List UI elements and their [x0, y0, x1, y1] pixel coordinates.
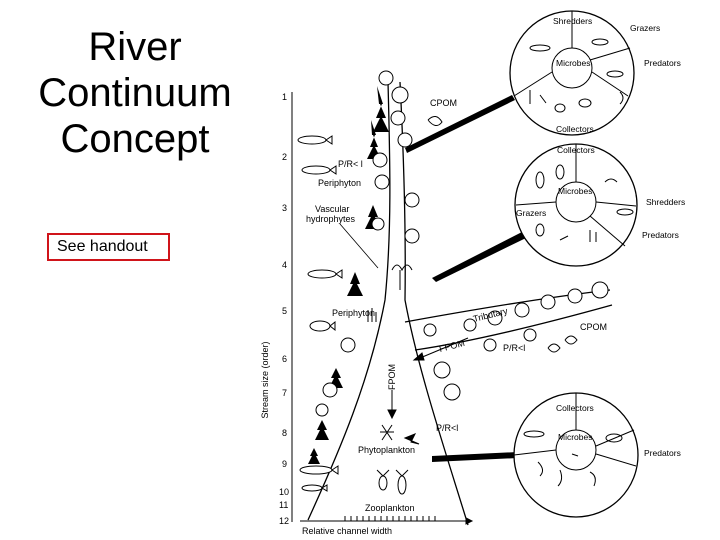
collectors-label: Collectors: [557, 145, 595, 155]
order-9: 9: [282, 459, 288, 469]
phytoplankton-icon: [405, 434, 419, 444]
predators-label: Predators: [644, 448, 681, 458]
tree-crown: [541, 295, 555, 309]
zooplankton-icon: [396, 470, 408, 494]
conifer-tree: [315, 420, 329, 440]
pr-tributary-label: P/R<l: [503, 343, 526, 353]
periphyton-upper-label: Periphyton: [318, 178, 362, 188]
upper-feeding-circle: [510, 11, 681, 135]
predators-label: Predators: [642, 230, 679, 240]
order-3: 3: [282, 203, 288, 213]
tree-crown: [373, 153, 387, 167]
conifer-tree: [373, 86, 389, 132]
tree-crown: [316, 404, 328, 416]
fpom-main-label: FPOM: [387, 364, 397, 390]
tree-crown: [405, 193, 419, 207]
cpom-tributary-label: CPOM: [580, 322, 607, 332]
cpom-upper-label: CPOM: [430, 98, 457, 108]
order-2: 2: [282, 152, 288, 162]
x-axis-label: Relative channel width: [302, 526, 393, 536]
tree-crown: [568, 289, 582, 303]
macrophyte-icon: [392, 265, 412, 290]
stream-order-axis: [260, 92, 292, 526]
order-4: 4: [282, 260, 288, 270]
tree-crown: [375, 175, 389, 189]
order-7: 7: [282, 388, 288, 398]
fish-icon: [298, 136, 332, 144]
y-axis-label: Stream size (order): [260, 341, 270, 419]
handout-note-text: See handout: [57, 238, 148, 255]
tree-crown: [484, 339, 496, 351]
tributary-label: Tributary: [472, 305, 509, 324]
scale-ticks: [345, 516, 435, 521]
fpom-flow-arrowhead: [388, 410, 396, 418]
zooplankton-label: Zooplankton: [365, 503, 415, 513]
fish-icon: [300, 466, 338, 474]
tree-crown: [434, 362, 450, 378]
grazers-label: Grazers: [516, 208, 547, 218]
vascular-leader-line: [340, 224, 378, 268]
order-11: 11: [279, 500, 289, 510]
vascular-label-1: Vascular: [315, 204, 350, 214]
pr-lower-label: P/R<l: [436, 423, 459, 433]
order-1: 1: [282, 92, 288, 102]
order-10: 10: [279, 487, 290, 497]
tree-crown: [424, 324, 436, 336]
conifer-tree: [347, 272, 363, 296]
microbes-label: Microbes: [556, 58, 591, 68]
tree-crown: [444, 384, 460, 400]
predators-label: Predators: [644, 58, 681, 68]
fish-icon: [308, 270, 342, 278]
tree-crown: [515, 303, 529, 317]
lower-feeding-circle: [514, 393, 681, 517]
shredders-label: Shredders: [553, 16, 593, 26]
order-8: 8: [282, 428, 288, 438]
collectors-label: Collectors: [556, 403, 594, 413]
tree-crown: [392, 87, 408, 103]
tree-crown: [398, 133, 412, 147]
title-line-1: River: [88, 25, 182, 69]
channel-width-scale: [300, 516, 472, 536]
tree-crown: [323, 383, 337, 397]
phytoplankton-icon: [380, 425, 394, 440]
lower-connector: [432, 452, 518, 462]
vascular-label-2: hydrophytes: [306, 214, 356, 224]
collectors-label: Collectors: [556, 124, 594, 134]
fpom-tributary-label: FPOM: [438, 337, 466, 354]
fish-icon: [302, 166, 336, 174]
grazers-label: Grazers: [630, 23, 661, 33]
tree-crown: [341, 338, 355, 352]
order-5: 5: [282, 306, 288, 316]
tree-crown: [372, 218, 384, 230]
microbes-label: Microbes: [558, 432, 593, 442]
microbes-label: Microbes: [558, 186, 593, 196]
tree-crown: [405, 229, 419, 243]
shredders-label: Shredders: [646, 197, 686, 207]
conifer-tree: [308, 448, 320, 464]
fish-icon: [310, 321, 335, 331]
order-6: 6: [282, 354, 288, 364]
tributary-flow-arrowhead: [414, 353, 424, 360]
pr-upper-label: P/R< l: [338, 159, 363, 169]
title-line-3: Concept: [60, 117, 210, 161]
tree-crown: [379, 71, 393, 85]
tree-crown: [391, 111, 405, 125]
middle-connector: [432, 232, 526, 282]
connector-arrows: [405, 95, 526, 462]
title-line-2: Continuum: [38, 71, 232, 115]
order-12: 12: [279, 516, 290, 526]
tree-crown: [524, 329, 536, 341]
phytoplankton-label: Phytoplankton: [358, 445, 416, 455]
periphyton-mid-label: Periphyton: [332, 308, 376, 318]
upper-connector: [405, 95, 515, 153]
zooplankton-icon: [377, 470, 389, 490]
tree-crown: [592, 282, 608, 298]
scale-arrowhead: [466, 518, 472, 524]
middle-feeding-circle: [515, 144, 685, 266]
